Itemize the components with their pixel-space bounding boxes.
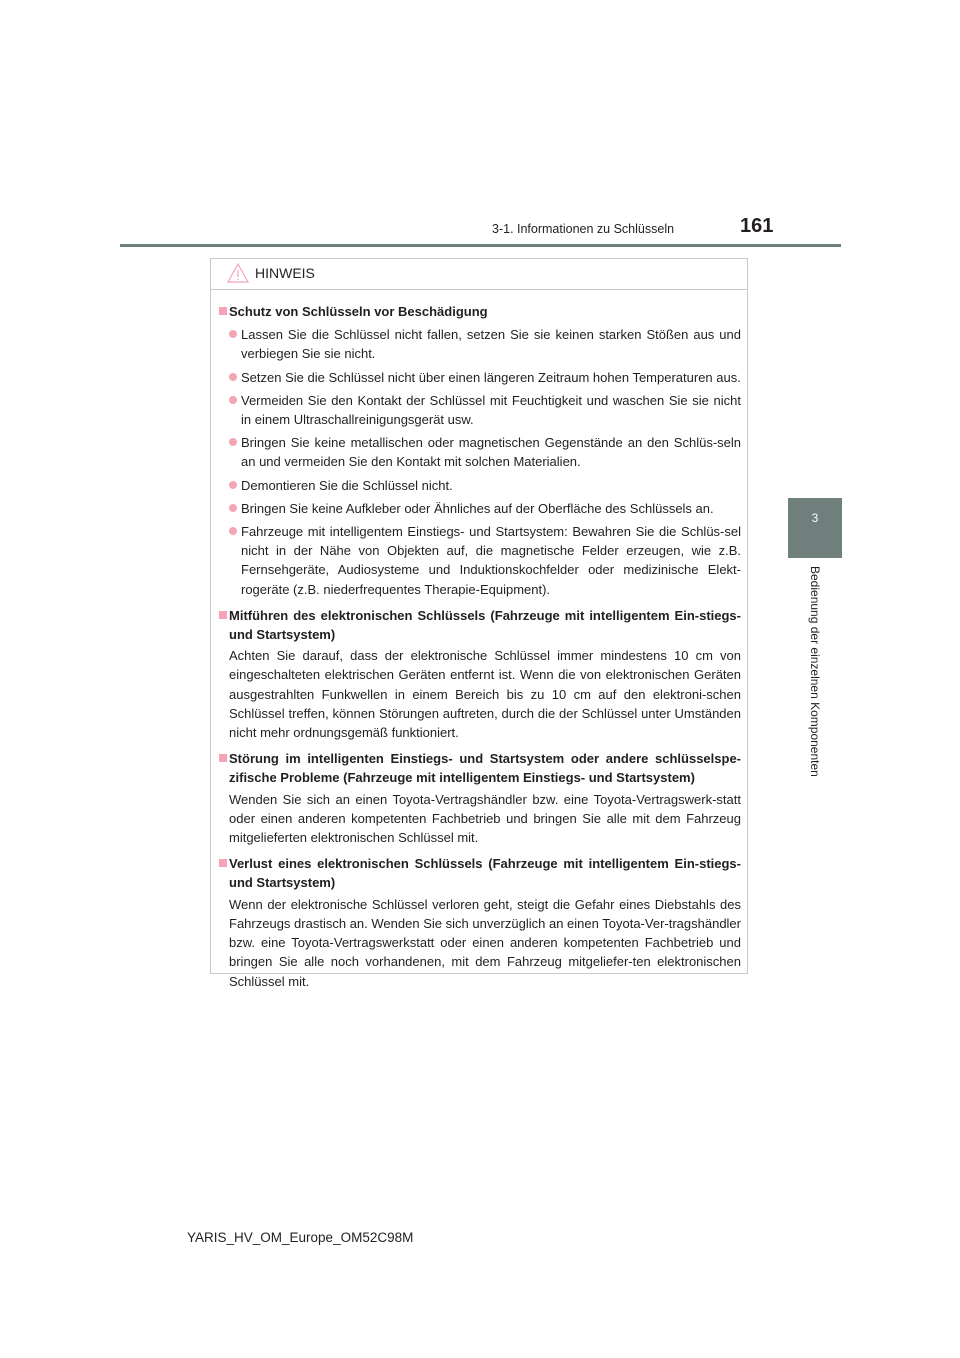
warning-triangle-icon: [227, 263, 249, 283]
section-title: Schutz von Schlüsseln vor Beschädigung: [219, 302, 741, 321]
page-number: 161: [740, 215, 774, 237]
notice-header: [211, 259, 747, 290]
running-header-section: 3-1. Informationen zu Schlüsseln: [492, 222, 675, 236]
list-item: Lassen Sie die Schlüssel nicht fallen, setzen Sie sie keinen starken Stößen aus und verbiegen Sie sie nicht.: [219, 325, 741, 363]
notice-body: [211, 290, 747, 991]
notice-box: [210, 258, 748, 989]
header-rule: [120, 244, 841, 247]
chapter-tab: [788, 498, 842, 558]
chapter-side-label: Bedienung der einzelnen Komponenten: [808, 566, 822, 777]
section-text: Wenden Sie sich an einen Toyota-Vertragshändler bzw. eine Toyota-Vertragswerk-statt oder einen anderen kompetenten Fachbetrieb und bringen Sie alle mit dem Fahrzeug mitgelieferten elektronischen Schlüssel mit.: [229, 791, 741, 846]
list-item: Bringen Sie keine Aufkleber oder Ähnliches auf der Oberfläche des Schlüssels an.: [219, 499, 741, 518]
section-title: Störung im intelligenten Einstiegs- und Startsystem oder andere schlüsselspe-zifische Probleme (Fahrzeuge mit intelligentem Einstiegs- und Startsystem): [219, 749, 741, 787]
list-item: Vermeiden Sie den Kontakt der Schlüssel mit Feuchtigkeit und waschen Sie sie nicht in einem Ultraschallreinigungsgerät usw.: [219, 391, 741, 429]
section-title: Mitführen des elektronischen Schlüssels (Fahrzeuge mit intelligentem Ein-stiegs- und Startsystem): [219, 606, 741, 644]
document-footer: YARIS_HV_OM_Europe_OM52C98M: [187, 1230, 414, 1245]
notice-title: HINWEIS: [255, 265, 315, 281]
chapter-number: 3: [811, 511, 819, 525]
list-item: Fahrzeuge mit intelligentem Einstiegs- und Startsystem: Bewahren Sie die Schlüs-sel nicht in der Nähe von Objekten auf, die magnetische Felder erzeugen, wie z.B. Fernsehgeräte, Audiosysteme und Induktionskochfelder oder medizinische Elekt-rogeräte (z.B. niederfrequentes Therapie-Equipment).: [219, 522, 741, 599]
section-title: Verlust eines elektronischen Schlüssels (Fahrzeuge mit intelligentem Ein-stiegs- und Startsystem): [219, 854, 741, 892]
section-text: Achten Sie darauf, dass der elektronische Schlüssel immer mindestens 10 cm von eingeschalteten elektrischen Geräten entfernt ist. Wenn die von elektronischen Geräten ausgestrahlten Funkwellen in einem Bereich bis zu 10 cm auf den elektroni-schen Schlüssel treffen, können Störungen auftreten, durch die der Schlüssel unter Umständen nicht mehr ordnungsgemäß funktioniert.: [229, 648, 741, 741]
list-item: Demontieren Sie die Schlüssel nicht.: [219, 476, 741, 495]
list-item: Setzen Sie die Schlüssel nicht über einen längeren Zeitraum hohen Temperaturen aus.: [219, 368, 741, 387]
list-item: Bringen Sie keine metallischen oder magnetischen Gegenstände an den Schlüs-seln an und vermeiden Sie den Kontakt mit solchen Materialien.: [219, 433, 741, 471]
section-text: Wenn der elektronische Schlüssel verloren geht, steigt die Gefahr eines Diebstahls des Fahrzeugs drastisch an. Wenden Sie sich unverzüglich an einen Toyota-Ver-tragshändler bzw. eine Toyota-Vertragswerkstatt oder einen anderen kompetenten Fachbetrieb und bringen Sie alle noch vorhandenen, mit dem Fahrzeug mitgeliefer-ten elektronischen Schlüssel mit.: [229, 896, 741, 989]
